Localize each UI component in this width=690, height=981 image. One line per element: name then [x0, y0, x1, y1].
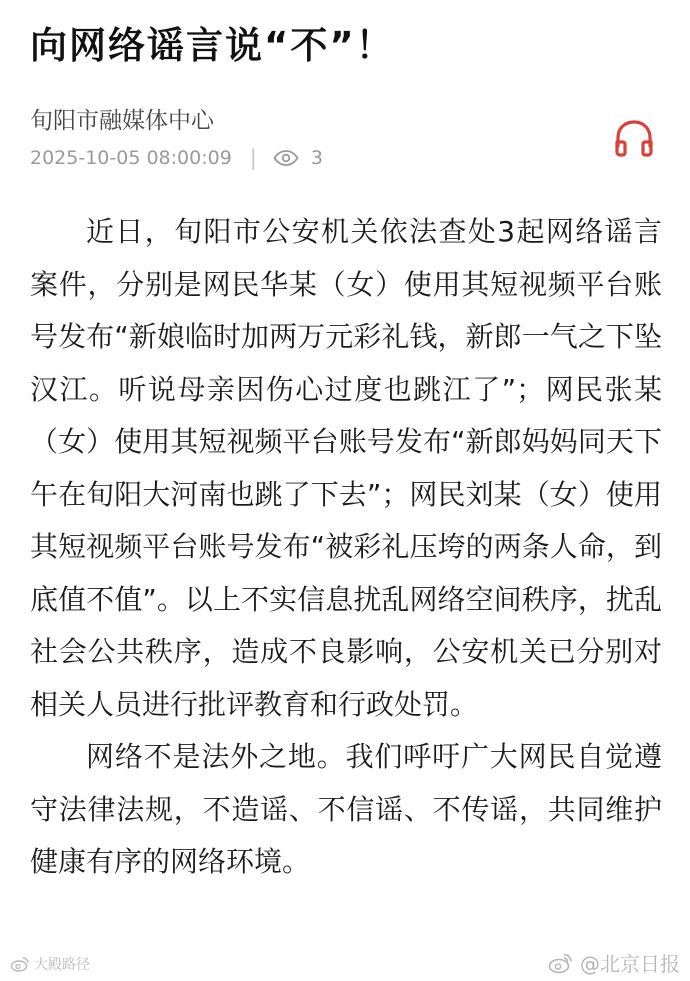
meta-divider: | — [249, 146, 257, 170]
watermark-left — [10, 954, 90, 974]
view-count: 3 — [310, 147, 323, 169]
watermark-left-text: 大殿路径 — [34, 957, 90, 973]
article-meta — [30, 142, 323, 174]
article-source[interactable]: 旬阳市融媒体中心 — [30, 108, 214, 134]
eye-icon — [273, 150, 299, 166]
headphones-icon[interactable] — [612, 118, 656, 158]
watermark-right — [548, 948, 680, 977]
article-paragraph: 近日，旬阳市公安机关依法查处3起网络谣言案件，分别是网民华某（女）使用其短视频平台账号发布“新娘临时加两万元彩礼钱，新郎一气之下坠汉江。听说母亲因伤心过度也跳江了”；网民张某（女）使用其短视频平台账号发布“新郎妈妈同天下午在旬阳大河南也跳了下去”；网民刘某（女）使用其短视频平台账号发布“被彩礼压垮的两条人命，到底值不值”。以上不实信息扰乱网络空间秩序，扰乱社会公共秩序，造成不良影响，公安机关已分别对相关人员进行批评教育和行政处罚。 — [30, 215, 662, 721]
article-title: 向网络谣言说“不”！ — [30, 24, 395, 67]
article-body — [30, 206, 662, 889]
publish-datetime: 2025-10-05 08:00:09 — [30, 147, 232, 169]
weibo-logo-icon — [10, 956, 30, 972]
article-paragraph: 网络不是法外之地。我们呼吁广大网民自觉遵守法律法规，不造谣、不信谣、不传谣，共同维护健康有序的网络环境。 — [30, 740, 662, 878]
weibo-logo-icon — [548, 952, 574, 974]
watermark-right-text: @北京日报 — [580, 952, 680, 976]
